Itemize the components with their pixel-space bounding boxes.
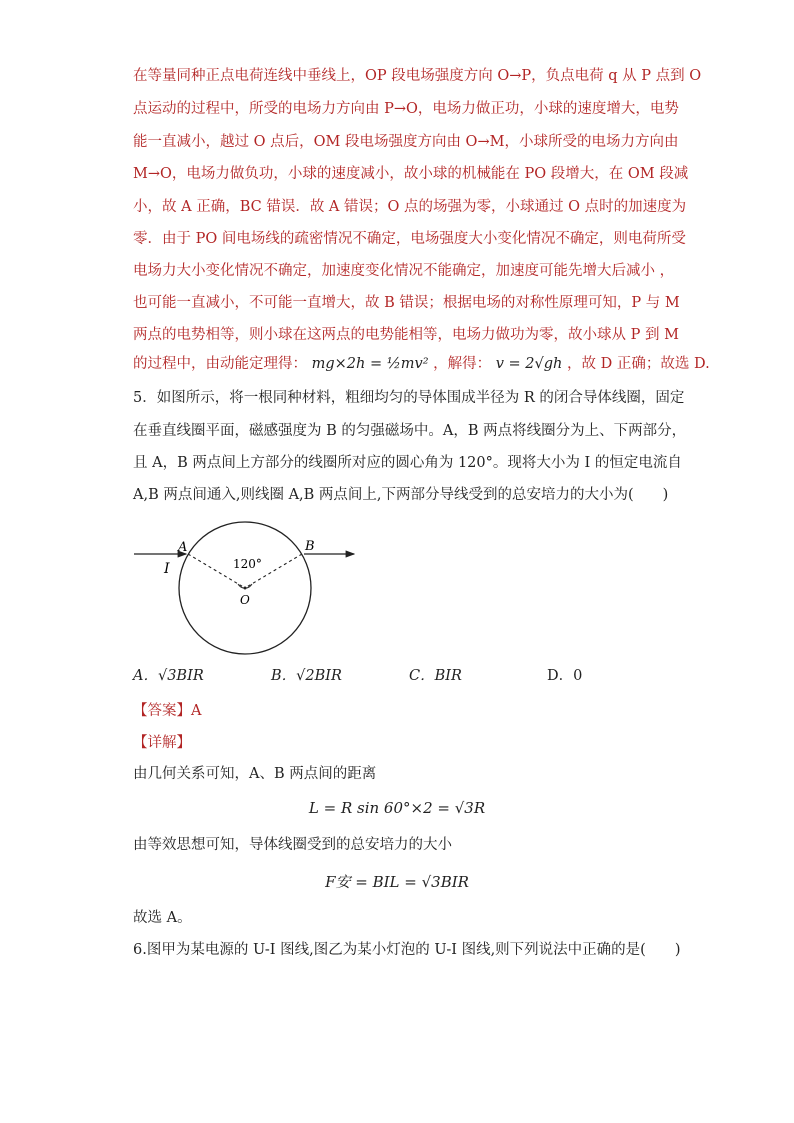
- solution-line-4: M→O，电场力做负功，小球的速度减小，故小球的机械能在 PO 段增大，在 OM 段减: [133, 166, 689, 182]
- detail-line-1: 由几何关系可知，A、B 两点间的距离: [133, 766, 377, 782]
- coil-figure: [130, 520, 370, 660]
- solution-line-6: 零．由于 PO 间电场线的疏密情况不确定，电场强度大小变化情况不确定，则电荷所受: [133, 231, 686, 247]
- option-b: B．√2BIR: [271, 668, 342, 684]
- solution-line-9: 两点的电势相等，则小球在这两点的电势能相等，电场力做功为零，故小球从 P 到 M: [133, 327, 679, 343]
- solution-line-10: [133, 354, 710, 374]
- solution-line-3: 能一直减小，越过 O 点后，OM 段电场强度方向由 O→M，小球所受的电场力方向由: [133, 134, 679, 150]
- option-c: C．BIR: [409, 668, 462, 684]
- detail-label: 【详解】: [133, 735, 191, 751]
- label-b: B: [305, 539, 315, 554]
- detail-line-2: 由等效思想可知，导体线圈受到的总安培力的大小: [133, 837, 452, 853]
- distance-formula: L = R sin 60°×2 = √3R: [308, 799, 486, 817]
- label-a: A: [178, 540, 188, 555]
- label-angle: 120°: [233, 557, 262, 571]
- solution-line-10-mid: ，解得：: [433, 356, 492, 372]
- label-o: O: [240, 593, 250, 607]
- label-i: I: [164, 561, 170, 577]
- force-formula: F安 = BIL = √3BIR: [325, 873, 469, 891]
- solution-line-5: 小，故 A 正确，BC 错误．故 A 错误；O 点的场强为零，小球通过 O 点时的加速度为: [133, 199, 687, 215]
- answer-label: 【答案】A: [133, 703, 202, 719]
- solution-line-10-prefix: 的过程中，由动能定理得：: [133, 356, 307, 372]
- solution-line-8: 也可能一直减小，不可能一直增大，故 B 错误；根据电场的对称性原理可知，P 与 M: [133, 295, 680, 311]
- q6-line: 6.图甲为某电源的 U-I 图线,图乙为某小灯泡的 U-I 图线,则下列说法中正确的是( ): [133, 942, 681, 958]
- energy-formula: mg×2h = ½mv²: [311, 356, 429, 372]
- center-dot: [244, 587, 247, 590]
- option-a: A．√3BIR: [133, 668, 204, 684]
- solution-line-7: 电场力大小变化情况不确定，加速度变化情况不能确定，加速度可能先增大后减小 ，: [133, 263, 675, 279]
- q5-line-3: 且 A，B 两点间上方部分的线圈所对应的圆心角为 120°。现将大小为 I 的恒定电流自: [133, 455, 682, 471]
- q5-line-1: 5．如图所示，将一根同种材料，粗细均匀的导体围成半径为 R 的闭合导体线圈，固定: [133, 390, 685, 406]
- q5-line-2: 在垂直线圈平面，磁感强度为 B 的匀强磁场中。A，B 两点将线圈分为上、下两部分，: [133, 423, 687, 439]
- conclusion-line: 故选 A。: [133, 910, 192, 926]
- solution-line-1: 在等量同种正点电荷连线中垂线上，OP 段电场强度方向 O→P，负点电荷 q 从 P 点到 O: [133, 68, 702, 84]
- velocity-formula: v = 2√gh: [495, 356, 563, 372]
- solution-line-10-suffix: ，故 D 正确；故选 D.: [567, 356, 710, 372]
- option-d: D．0: [547, 668, 583, 684]
- q5-line-4: A,B 两点间通入,则线圈 A,B 两点间上,下两部分导线受到的总安培力的大小为( ): [133, 487, 669, 503]
- solution-line-2: 点运动的过程中，所受的电场力方向由 P→O，电场力做正功，小球的速度增大，电势: [133, 101, 679, 117]
- answer-line: [133, 701, 201, 721]
